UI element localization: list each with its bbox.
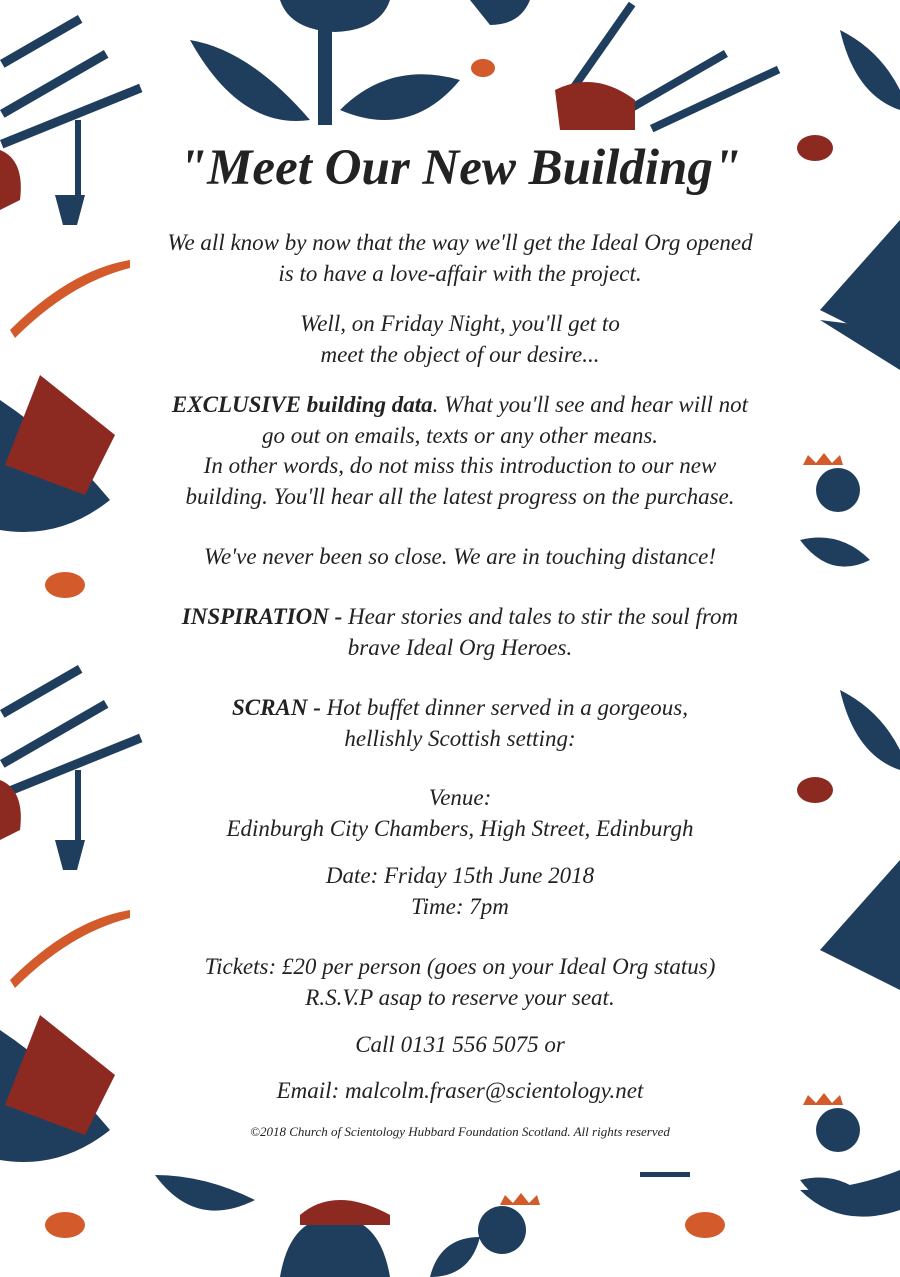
inspiration-paragraph bbox=[130, 602, 790, 663]
crown-icon bbox=[500, 1193, 540, 1205]
friday-paragraph bbox=[130, 309, 790, 370]
rsvp-line: R.S.V.P asap to reserve your seat. bbox=[305, 984, 615, 1010]
leaf-icon bbox=[430, 1237, 480, 1277]
leaf-icon bbox=[800, 1170, 900, 1217]
venue-value: Edinburgh City Chambers, High Street, Edinburgh bbox=[226, 815, 694, 841]
leaf-icon bbox=[470, 0, 530, 25]
text-line: We all know by now that the way we'll get the Ideal Org opened bbox=[167, 230, 753, 255]
exclusive-paragraph bbox=[130, 390, 790, 512]
close-line: We've never been so close. We are in touching distance! bbox=[203, 544, 717, 569]
email-line[interactable]: Email: malcolm.fraser@scientology.net bbox=[276, 1078, 644, 1103]
event-date: Date: Friday 15th June 2018 bbox=[325, 863, 595, 888]
text-span: Hear stories and tales to stir the soul from bbox=[342, 604, 739, 629]
ticket-price: Tickets: £20 per person (goes on your Ideal Org status) bbox=[204, 954, 716, 979]
scran-paragraph bbox=[130, 693, 790, 754]
text-line: hellishly Scottish setting: bbox=[344, 725, 576, 751]
leaf-icon bbox=[340, 74, 460, 120]
leaf-icon bbox=[155, 1175, 255, 1211]
text-line: is to have a love-affair with the project. bbox=[278, 260, 642, 286]
sheep-icon bbox=[45, 572, 85, 598]
thistle-icon bbox=[816, 468, 860, 512]
sheep-icon bbox=[797, 777, 833, 803]
inspiration-lead: INSPIRATION - bbox=[181, 604, 343, 629]
text-line: go out on emails, texts or any other means. bbox=[261, 422, 659, 448]
text-line: Well, on Friday Night, you'll get to bbox=[300, 311, 620, 336]
venue-label: Venue: bbox=[428, 785, 492, 810]
text-line: building. You'll hear all the latest progress on the purchase. bbox=[185, 483, 735, 509]
event-time: Time: 7pm bbox=[411, 893, 509, 919]
crown-icon bbox=[803, 453, 843, 465]
sheep-icon bbox=[685, 1212, 725, 1238]
venue bbox=[130, 783, 790, 844]
intro-paragraph bbox=[130, 228, 790, 289]
leaf-icon bbox=[840, 690, 900, 770]
sheep-icon bbox=[45, 1212, 85, 1238]
bagpipes-icon bbox=[0, 665, 142, 870]
thistle-icon bbox=[478, 1206, 526, 1254]
leaf-icon bbox=[840, 30, 900, 110]
copyright-footer: ©2018 Church of Scientology Hubbard Foundation Scotland. All rights reserved bbox=[250, 1124, 670, 1139]
exclusive-lead: EXCLUSIVE building data bbox=[171, 392, 433, 417]
scran-lead: SCRAN - bbox=[232, 695, 321, 720]
tickets bbox=[130, 952, 790, 1013]
crown-icon bbox=[803, 1093, 843, 1105]
sheep-icon bbox=[471, 59, 495, 77]
text-span: . What you'll see and hear will not bbox=[432, 392, 749, 417]
leaf-icon bbox=[190, 40, 310, 121]
thistle-icon bbox=[816, 1108, 860, 1152]
page-title: "Meet Our New Building" bbox=[178, 140, 742, 196]
date-time bbox=[130, 861, 790, 922]
text-line: meet the object of our desire... bbox=[320, 341, 600, 367]
thistle-icon bbox=[280, 0, 390, 32]
text-line: brave Ideal Org Heroes. bbox=[347, 634, 573, 660]
text-span: Hot buffet dinner served in a gorgeous, bbox=[320, 695, 688, 720]
phone-line: Call 0131 556 5075 or bbox=[355, 1032, 565, 1057]
text-line: In other words, do not miss this introduction to our new bbox=[203, 453, 717, 478]
